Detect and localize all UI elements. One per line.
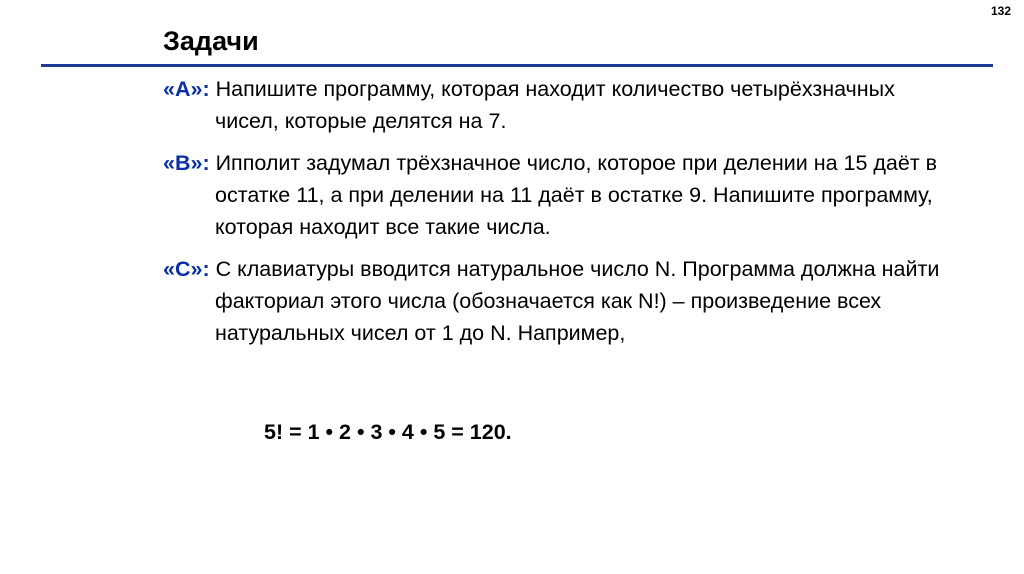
task-a <box>163 73 943 137</box>
task-c <box>163 253 943 349</box>
task-b-text: Ипполит задумал трёхзначное число, которое при делении на 15 даёт в остатке 11, а при делении на 11 даёт в остатке 9. Напишите программу, которая находит все такие числа. <box>215 151 938 239</box>
page-number: 132 <box>990 4 1011 18</box>
task-a-text: Напишите программу, которая находит количество четырёхзначных чисел, которые делятся на 7. <box>215 77 895 133</box>
factorial-example: 5! = 1 • 2 • 3 • 4 • 5 = 120. <box>264 420 512 444</box>
task-c-text: С клавиатуры вводится натуральное число N. Программа должна найти факториал этого числа (обозначается как N!) – произведение всех натуральных чисел от 1 до N. Например, <box>215 257 940 345</box>
slide-title: Задачи <box>163 26 259 56</box>
task-c-label: «C»: <box>163 257 210 281</box>
task-b-label: «B»: <box>163 151 210 175</box>
task-a-label: «A»: <box>163 77 210 101</box>
title-divider <box>41 64 993 67</box>
task-b <box>163 147 943 243</box>
task-list <box>163 73 943 359</box>
